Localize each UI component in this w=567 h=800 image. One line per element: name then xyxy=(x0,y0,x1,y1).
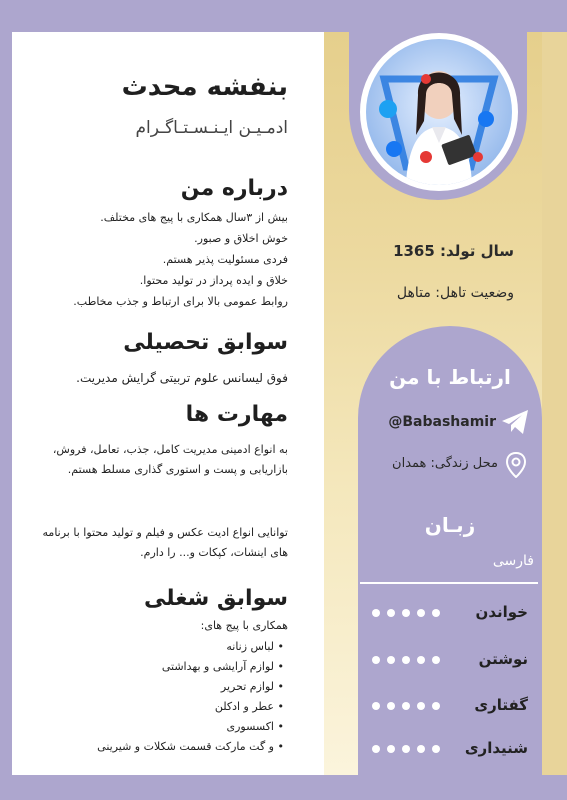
location-text: محل زندگی: همدان xyxy=(392,456,498,471)
rating-dot xyxy=(432,745,440,753)
sidebar-edge xyxy=(542,32,567,775)
about-line: فردی مسئولیت پذیر هستم. xyxy=(162,253,288,266)
education-text: فوق لیسانس علوم تربیتی گرایش مدیریت. xyxy=(76,371,288,385)
rating-dot xyxy=(417,702,425,710)
rating-dot xyxy=(402,702,410,710)
rating-dot xyxy=(402,609,410,617)
skills-paragraph: توانایی انواع ادیت عکس و فیلم و تولید محتوا با برنامه های اینشات، کپکات و... را دارم. xyxy=(42,526,288,559)
about-line: روابط عمومی بالا برای ارتباط و جذب مخاطب. xyxy=(73,295,288,308)
about-line: خوش اخلاق و صبور. xyxy=(194,232,288,245)
rating-dot xyxy=(387,656,395,664)
skills-paragraph: به انواع ادمینی مدیریت کامل، جذب، تعامل، فروش، بازاریابی و پست و استوری گذاری مسلط هستم. xyxy=(52,443,288,476)
about-line: بیش از ۳سال همکاری با پیج های مختلف. xyxy=(100,211,288,224)
language-skill-row xyxy=(364,650,534,674)
work-intro: همکاری با پیج های: xyxy=(200,619,288,632)
rating-dot xyxy=(402,745,410,753)
language-skill-row xyxy=(364,696,534,720)
about-line: خلاق و ایده پرداز در تولید محتوا. xyxy=(139,274,288,287)
rating-dot xyxy=(432,609,440,617)
rating-dot xyxy=(417,656,425,664)
work-item: • عطر و ادکلن xyxy=(36,697,284,717)
skill-rating xyxy=(372,702,440,710)
skills-title: مهارت ها xyxy=(185,402,288,427)
work-item: • و گت مارکت قسمت شکلات و شیرینی xyxy=(36,737,284,757)
skill-label: خواندن xyxy=(475,603,528,621)
rating-dot xyxy=(372,745,380,753)
job-title: ادمـیـن ایـنـسـتـاگـرام xyxy=(135,118,288,138)
skill-label: گفتاری xyxy=(474,696,528,714)
skill-label: شنیداری xyxy=(464,739,528,757)
language-name: فارسی xyxy=(492,553,534,569)
rating-dot xyxy=(387,609,395,617)
language-divider xyxy=(360,582,538,584)
location-pin-icon xyxy=(506,452,526,478)
language-skill-row xyxy=(364,739,534,763)
work-item: • لوازم آرایشی و بهداشتی xyxy=(36,657,284,677)
skill-label: نوشتن xyxy=(478,650,528,668)
work-item: • لباس زنانه xyxy=(36,637,284,657)
telegram-icon xyxy=(500,408,530,436)
work-item: • لوازم تحریر xyxy=(36,677,284,697)
rating-dot xyxy=(387,702,395,710)
work-item: • اکسسوری xyxy=(36,717,284,737)
skill-rating xyxy=(372,609,440,617)
language-skill-row xyxy=(364,603,534,627)
education-title: سوابق تحصیلی xyxy=(123,330,288,355)
rating-dot xyxy=(387,745,395,753)
rating-dot xyxy=(372,702,380,710)
telegram-handle[interactable]: @Babashamir xyxy=(388,414,496,430)
work-title: سوابق شغلی xyxy=(143,586,288,611)
rating-dot xyxy=(372,656,380,664)
bottom-band xyxy=(0,775,567,800)
left-strip xyxy=(0,32,12,775)
profile-photo-illustration xyxy=(366,39,512,185)
rating-dot xyxy=(417,745,425,753)
rating-dot xyxy=(372,609,380,617)
profile-photo xyxy=(360,33,518,191)
about-title: درباره من xyxy=(180,176,288,201)
birth-year: سال تولد: 1365 xyxy=(393,242,514,260)
rating-dot xyxy=(402,656,410,664)
about-list xyxy=(30,207,288,312)
rating-dot xyxy=(417,609,425,617)
full-name: بنفشه محدث xyxy=(121,72,288,102)
top-band xyxy=(0,0,567,32)
rating-dot xyxy=(432,702,440,710)
language-title: زبـان xyxy=(424,513,476,537)
contact-title: ارتباط با من xyxy=(389,365,511,389)
telegram-row[interactable] xyxy=(364,406,534,440)
rating-dot xyxy=(432,656,440,664)
skill-rating xyxy=(372,656,440,664)
work-list xyxy=(36,637,284,757)
marital-status: وضعیت تاهل: متاهل xyxy=(396,285,514,301)
location-row xyxy=(364,450,534,482)
skill-rating xyxy=(372,745,440,753)
